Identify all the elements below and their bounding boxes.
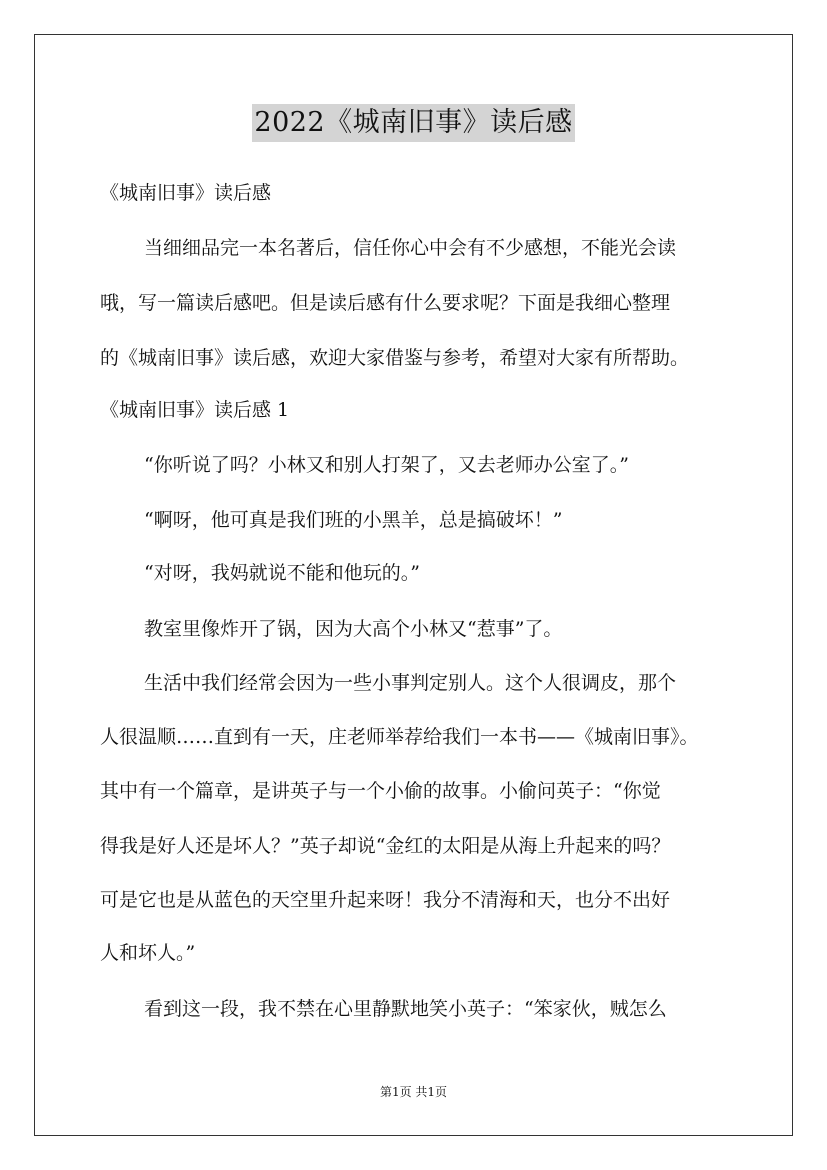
body-line-7: “对呀，我妈就说不能和他玩的。”	[144, 562, 420, 584]
section-heading: 《城南旧事》读后感 1	[100, 399, 290, 421]
body-line-9: 生活中我们经常会因为一些小事判定别人。这个人很调皮，那个	[144, 672, 677, 694]
body-line-14: 人和坏人。”	[100, 942, 196, 964]
body-line-6: “啊呀，他可真是我们班的小黑羊，总是搞破坏！”	[144, 509, 563, 531]
document-title: 2022《城南旧事》读后感	[252, 104, 574, 142]
page-footer: 第1页 共1页	[379, 1085, 448, 1099]
body-line-10: 人很温顺……直到有一天，庄老师举荐给我们一本书——《城南旧事》。	[100, 726, 699, 748]
body-line-8: 教室里像炸开了锅，因为大高个小林又“惹事”了。	[144, 618, 563, 640]
body-line-1: 当细细品完一本名著后，信任你心中会有不少感想，不能光会读	[144, 237, 677, 259]
body-line-5: “你听说了吗？小林又和别人打架了，又去老师办公室了。”	[144, 454, 629, 476]
subtitle: 《城南旧事》读后感	[100, 182, 272, 204]
body-line-3: 的《城南旧事》读后感，欢迎大家借鉴与参考，希望对大家有所帮助。	[100, 347, 690, 369]
body-line-15: 看到这一段，我不禁在心里静默地笑小英子：“笨家伙，贼怎么	[144, 998, 667, 1020]
body-line-13: 可是它也是从蓝色的天空里升起来呀！我分不清海和天，也分不出好	[100, 889, 671, 911]
title-container	[0, 104, 827, 142]
body-line-12: 得我是好人还是坏人？”英子却说“金红的太阳是从海上升起来的吗？	[100, 835, 671, 857]
body-line-2: 哦，写一篇读后感吧。但是读后感有什么要求呢？下面是我细心整理	[100, 292, 671, 314]
body-line-11: 其中有一个篇章，是讲英子与一个小偷的故事。小偷问英子：“你觉	[100, 780, 661, 802]
